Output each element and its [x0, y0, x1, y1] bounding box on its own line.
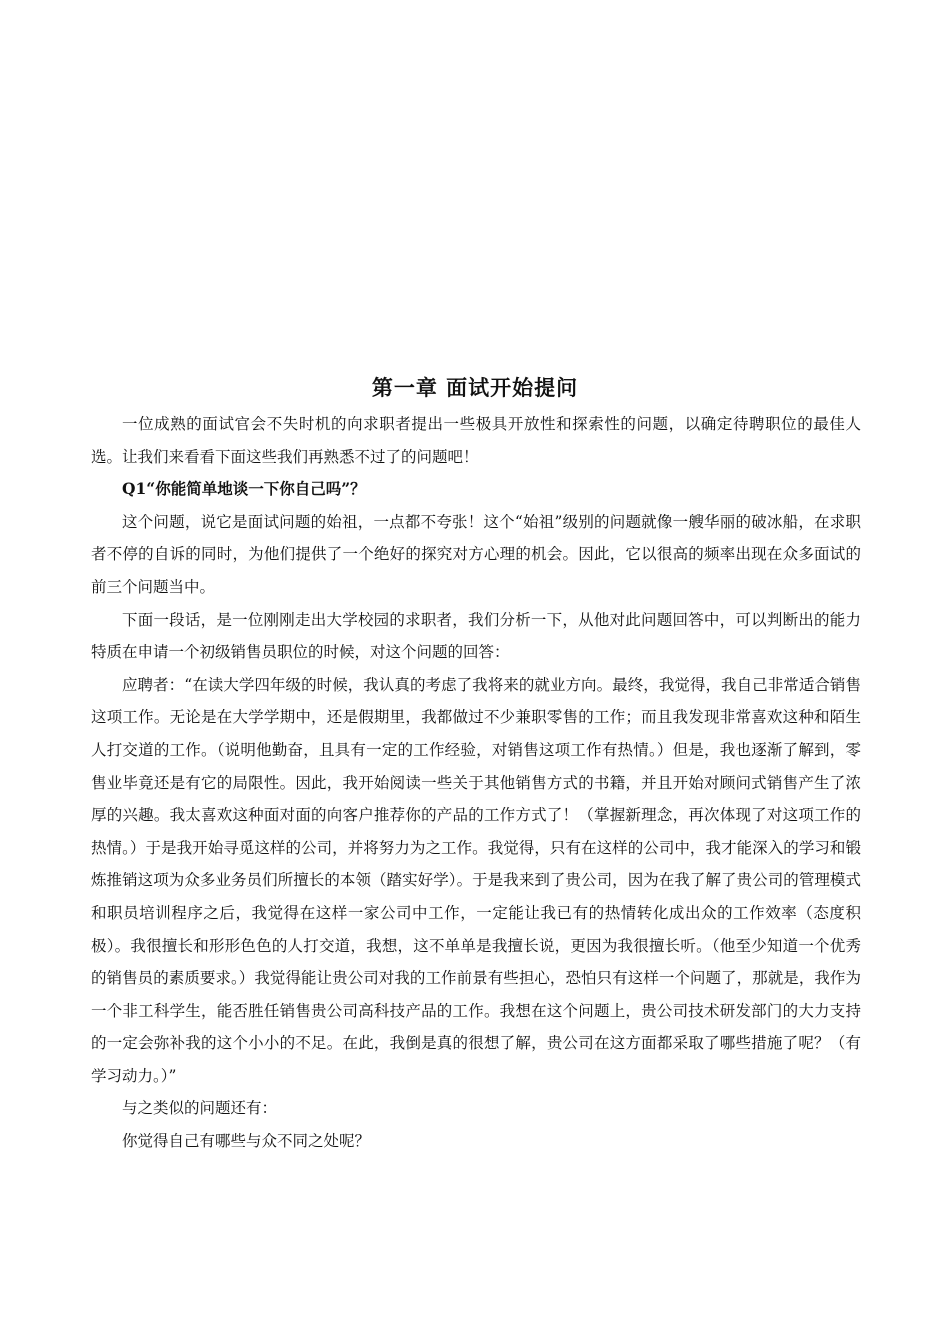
applicant-answer-paragraph: 应聘者：“在读大学四年级的时候，我认真的考虑了我将来的就业方向。最终，我觉得，我自己非常适合销售这项工作。无论是在大学学期中，还是假期里，我都做过不少兼职零售的工作；而且我发现非常喜欢这种和陌生人打交道的工作。（说明他勤奋，且具有一定的工作经验，对销售这项工作有热情。）但是，我也逐渐了解到，零售业毕竟还是有它的局限性。因此，我开始阅读一些关于其他销售方式的书籍，并且开始对顾问式销售产生了浓厚的兴趣。我太喜欢这种面对面的向客户推荐你的产品的工作方式了！（掌握新理念，再次体现了对这项工作的热情。）于是我开始寻觅这样的公司，并将努力为之工作。我觉得，只有在这样的公司中，我才能深入的学习和锻炼推销这项为众多业务员们所擅长的本领（踏实好学）。于是我来到了贵公司，因为在我了解了贵公司的管理模式和职员培训程序之后，我觉得在这样一家公司中工作，一定能让我已有的热情转化成出众的工作效率（态度积极）。我很擅长和形形色色的人打交道，我想，这不单单是我擅长说，更因为我很擅长听。（他至少知道一个优秀的销售员的素质要求。）我觉得能让贵公司对我的工作前景有些担心，恐怕只有这样一个问题了，那就是，我作为一个非工科学生，能否胜任销售贵公司高科技产品的工作。我想在这个问题上，贵公司技术研发部门的大力支持的一定会弥补我的这个小小的不足。在此，我倒是真的很想了解，贵公司在这方面都采取了哪些措施了呢？（有学习动力。）”: [91, 675, 861, 1085]
question-heading-q1: Q1“你能简单地谈一下你自己吗”？: [122, 479, 366, 499]
example-intro-paragraph: 下面一段话，是一位刚刚走出大学校园的求职者，我们分析一下，从他对此问题回答中，可以判断出的能力特质在申请一个初级销售员职位的时候，对这个问题的回答：: [91, 610, 861, 662]
intro-paragraph: 一位成熟的面试官会不失时机的向求职者提出一些极具开放性和探索性的问题，以确定待聘职位的最佳人选。让我们来看看下面这些我们再熟悉不过了的问题吧！: [91, 415, 861, 466]
question-explanation-paragraph: 这个问题，说它是面试问题的始祖，一点都不夸张！这个“始祖”级别的问题就像一艘华丽的破冰船，在求职者不停的自诉的同时，为他们提供了一个绝好的探究对方心理的机会。因此，它以很高的频率出现在众多面试的前三个问题当中。: [91, 512, 861, 596]
similar-questions-label: 与之类似的问题还有：: [122, 1099, 278, 1118]
document-body: [91, 408, 861, 1158]
similar-question-item: 你觉得自己有哪些与众不同之处呢？: [122, 1132, 371, 1151]
chapter-title: 第一章 面试开始提问: [371, 376, 579, 400]
